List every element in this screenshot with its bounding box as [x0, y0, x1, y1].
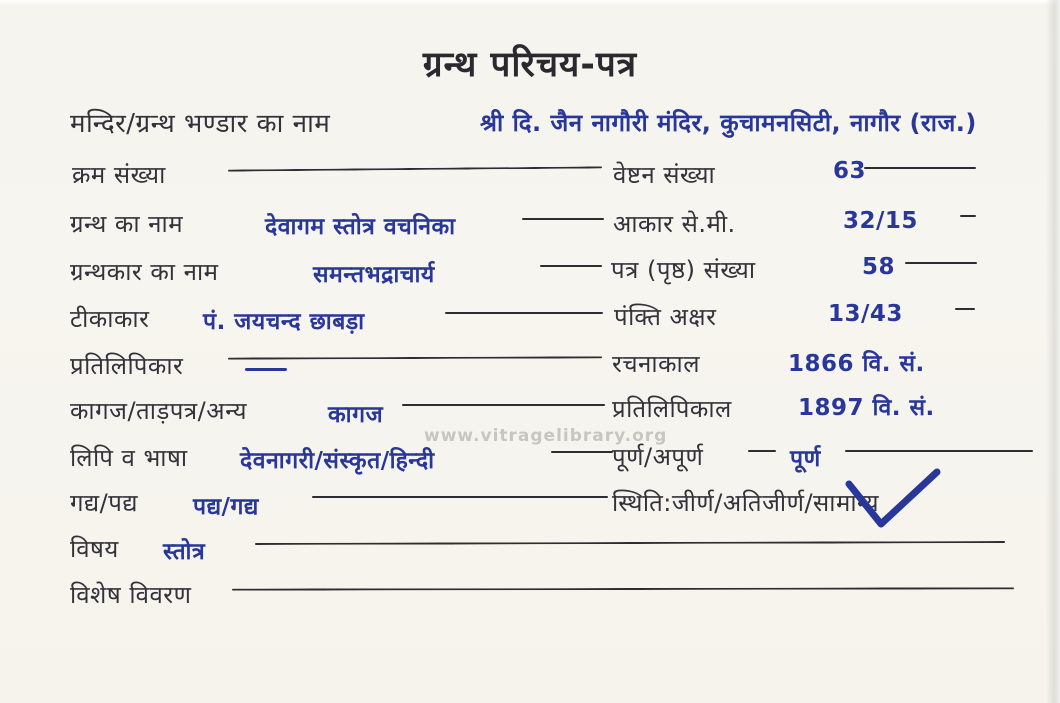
- field-value-material: कागज: [328, 402, 384, 428]
- field-label-size-cm: आकार से.मी.: [613, 210, 736, 238]
- scan-edge-right: [1046, 0, 1060, 703]
- watermark-text: www.vitragelibrary.org: [424, 426, 668, 446]
- rule-lines-letters-dash: [955, 308, 975, 310]
- field-label-material: कागज/ताड़पत्र/अन्य: [70, 397, 248, 425]
- field-label-bundle-number: वेष्टन संख्या: [613, 161, 716, 189]
- checkmark-icon: [843, 468, 943, 530]
- scan-edge-top: [0, 0, 1060, 6]
- condition-checked-option: सामान्य: [813, 489, 880, 517]
- field-value-author-name: समन्तभद्राचार्य: [313, 262, 435, 288]
- field-label-commentator: टीकाकार: [70, 305, 150, 333]
- field-label-copyist: प्रतिलिपिकार: [70, 352, 184, 380]
- field-value-complete-incomplete: पूर्ण: [790, 446, 821, 472]
- rule-script-language: [551, 451, 613, 453]
- rule-commentator: [445, 312, 603, 314]
- field-label-special-details: विशेष विवरण: [70, 581, 192, 609]
- rule-leaf-count: [905, 262, 977, 264]
- field-value-prose-verse: पद्य/गद्य: [193, 494, 259, 520]
- field-value-leaf-count: 58: [862, 254, 896, 280]
- rule-copyist: [228, 356, 602, 359]
- field-value-book-name: देवागम स्तोत्र वचनिका: [265, 214, 456, 240]
- rule-bundle-number: [864, 167, 976, 169]
- field-value-copy-date: 1897 वि. सं.: [798, 395, 935, 421]
- rule-book-name: [522, 218, 604, 220]
- field-label-composition-date: रचनाकाल: [612, 350, 701, 378]
- field-label-book-name: ग्रन्थ का नाम: [70, 210, 184, 238]
- field-value-script-language: देवनागरी/संस्कृत/हिन्दी: [240, 448, 435, 474]
- field-value-bundle-number: 63: [833, 158, 867, 184]
- field-value-subject: स्तोत्र: [163, 539, 206, 565]
- rule-complete-dash: [748, 450, 776, 452]
- rule-special-details: [232, 587, 1014, 590]
- field-label-condition: [612, 486, 879, 519]
- field-value-size-cm: 32/15: [843, 208, 918, 234]
- page-title: ग्रन्थ परिचय-पत्र: [422, 45, 638, 85]
- field-label-lines-letters: पंक्ति अक्षर: [614, 303, 717, 331]
- field-label-script-language: लिपि व भाषा: [70, 444, 188, 472]
- rule-size-cm-dash: [960, 215, 976, 217]
- field-label-serial-number: क्रम संख्या: [72, 161, 166, 189]
- field-value-commentator: पं. जयचन्द छाबड़ा: [203, 309, 365, 335]
- rule-author-name: [540, 265, 602, 267]
- rule-complete: [845, 450, 1033, 452]
- rule-prose-verse: [312, 496, 608, 498]
- field-label-prose-verse: गद्य/पद्य: [70, 489, 138, 517]
- temple-name-value: श्री दि. जैन नागौरी मंदिर, कुचामनसिटी, नागौर (राज.): [480, 109, 977, 137]
- field-value-lines-letters: 13/43: [828, 301, 903, 327]
- rule-serial-number: [228, 166, 602, 171]
- rule-material: [402, 404, 605, 406]
- rule-subject: [255, 541, 1005, 545]
- condition-options-text: स्थिति:जीर्ण/अतिजीर्ण/: [612, 489, 814, 517]
- field-label-leaf-count: पत्र (पृष्ठ) संख्या: [611, 256, 756, 284]
- field-label-complete-incomplete: पूर्ण/अपूर्ण: [612, 443, 704, 471]
- field-label-subject: विषय: [70, 535, 119, 563]
- field-value-composition-date: 1866 वि. सं.: [788, 351, 925, 377]
- field-label-copy-date: प्रतिलिपिकाल: [612, 395, 732, 423]
- temple-name-label: मन्दिर/ग्रन्थ भण्डार का नाम: [70, 109, 331, 139]
- copyist-blank-dash: [245, 368, 287, 371]
- field-label-author-name: ग्रन्थकार का नाम: [70, 258, 219, 286]
